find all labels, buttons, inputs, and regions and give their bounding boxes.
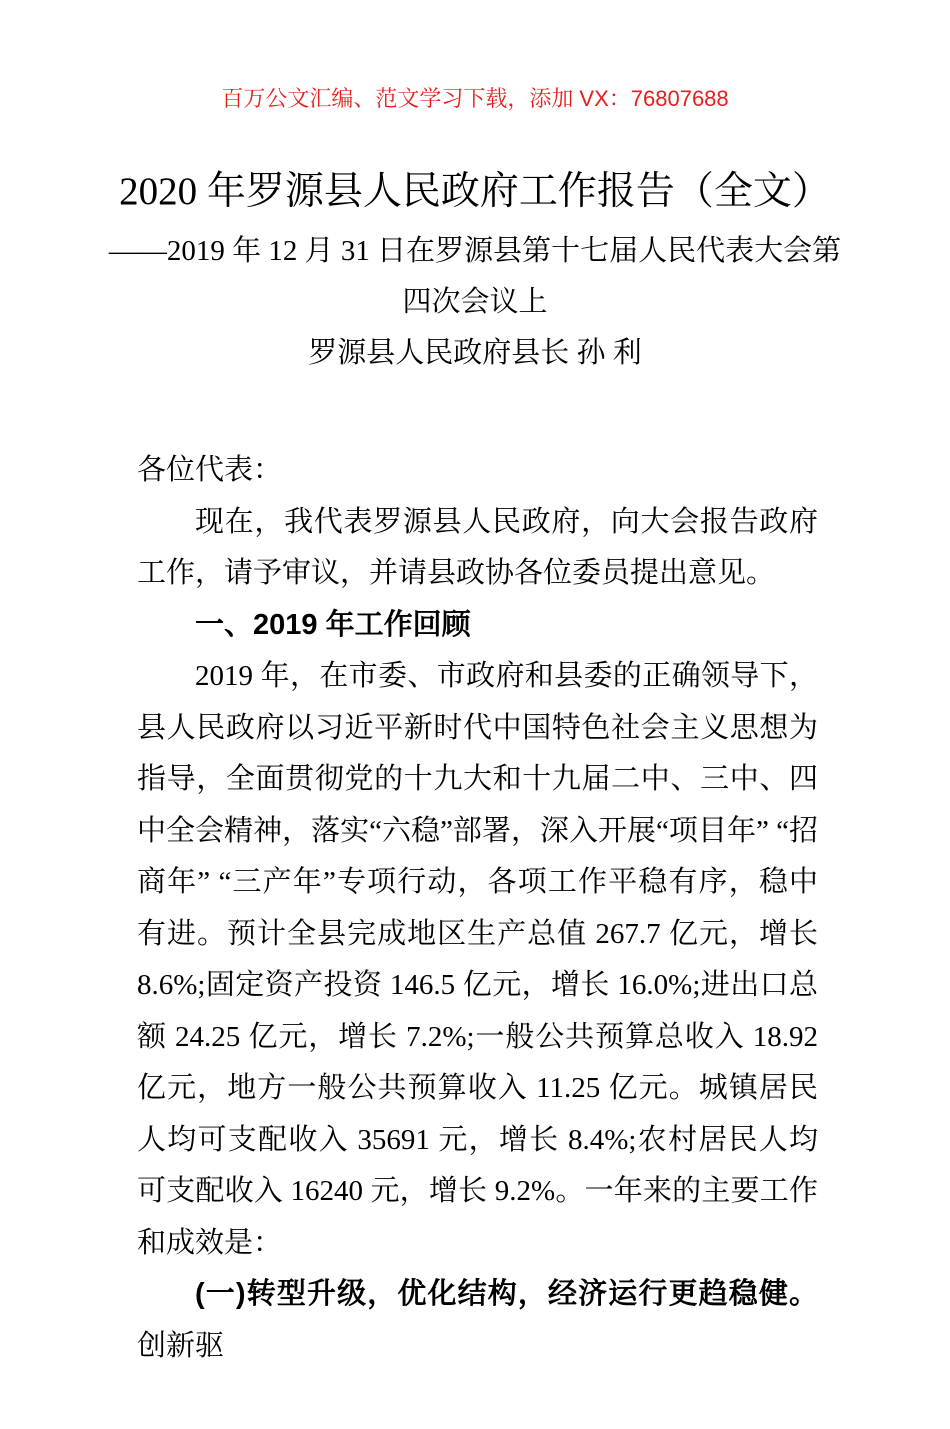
salutation: 各位代表： (137, 454, 283, 486)
doc-subtitle (0, 226, 950, 379)
document-body (137, 445, 818, 1372)
promo-banner: 百万公文汇编、范文学习下载，添加 VX：76807688 (221, 86, 729, 111)
section-heading: 一、2019 年工作回顾 (195, 608, 471, 641)
doc-title: 2020 年罗源县人民政府工作报告（全文） (119, 170, 831, 213)
subtitle-line-2: 四次会议上 (402, 286, 548, 318)
document-page (0, 85, 950, 1429)
author-line: 罗源县人民政府县长 孙 利 (308, 337, 642, 369)
subsection-paragraph (137, 1269, 818, 1372)
subsection-text: 创新驱 (137, 1329, 225, 1362)
intro-paragraph: 现在，我代表罗源县人民政府，向大会报告政府工作，请予审议，并请县政协各位委员提出意见。 (137, 505, 818, 589)
subtitle-line-1: ——2019 年 12 月 31 日在罗源县第十七届人民代表大会第 (108, 235, 842, 267)
review-paragraph: 2019 年，在市委、市政府和县委的正确领导下，县人民政府以习近平新时代中国特色社会主义思想为指导，全面贯彻党的十九大和十九届二中、三中、四中全会精神，落实“六稳”部署，深入开展“项目年” “招商年” “三产年”专项行动，各项工作平稳有序，稳中有进。预计全县完成地区生产总值 267.7 亿元，增长 8.6%;固定资产投资 146.5 亿元，增长 16.0%;进出口总额 24.25 亿元，增长 7.2%;一般公共预算总收入 18.92 亿元，地方一般公共预算收入 11.25 亿元。城镇居民人均可支配收入 35691 元，增长 8.4%;农村居民人均可支配收入 16240 元，增长 9.2%。一年来的主要工作和成效是： (137, 660, 818, 1259)
subsection-lead: (一)转型升级，优化结构，经济运行更趋稳健。 (195, 1278, 818, 1310)
